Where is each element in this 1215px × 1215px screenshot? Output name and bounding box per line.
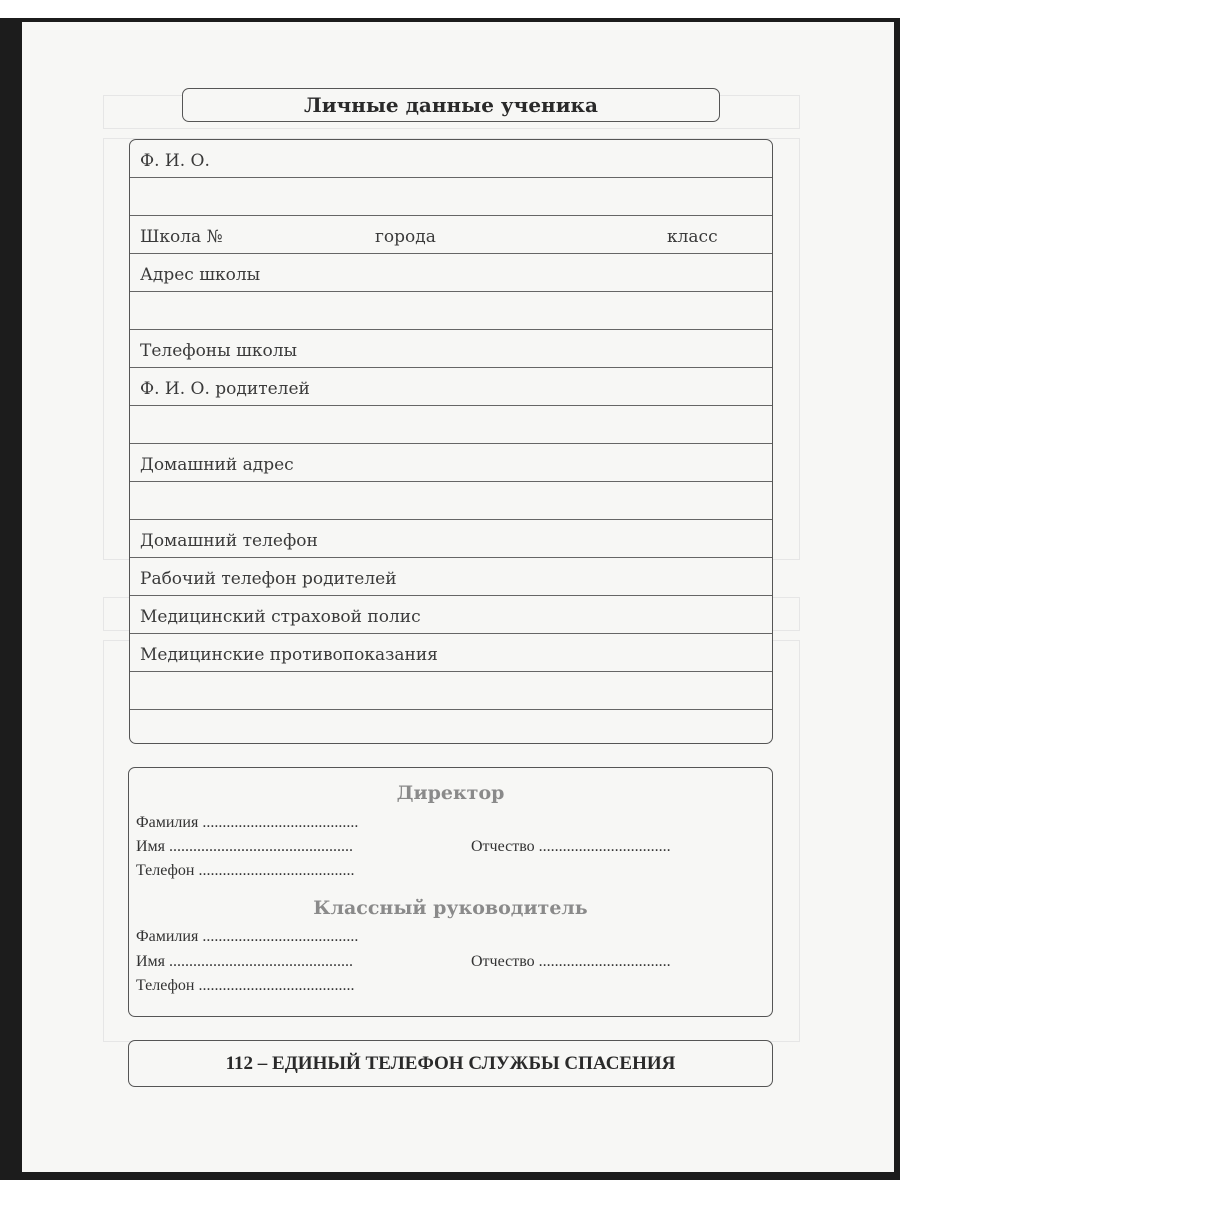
- director-patronymic-field[interactable]: Отчество .................................: [471, 838, 671, 855]
- personal-data-form: [129, 139, 773, 744]
- contraindications-label: Медицинские противопоказания: [140, 645, 438, 665]
- director-phone-field[interactable]: Телефон .......................................: [136, 862, 355, 879]
- school-phones-label: Телефоны школы: [140, 341, 298, 361]
- home-address-line[interactable]: [130, 444, 772, 482]
- home-phone-line[interactable]: [130, 520, 772, 558]
- fio-line[interactable]: [130, 140, 772, 178]
- page-title: Личные данные ученика: [182, 88, 720, 122]
- school-address-line-2[interactable]: [130, 292, 772, 330]
- contacts-box: [128, 767, 773, 1017]
- director-name-field[interactable]: Имя ..............................................: [136, 838, 354, 855]
- insurance-line[interactable]: [130, 596, 772, 634]
- parents-work-phone-line[interactable]: [130, 558, 772, 596]
- class-teacher-surname-field[interactable]: Фамилия .......................................: [136, 928, 359, 945]
- director-surname-field[interactable]: Фамилия .......................................: [136, 814, 359, 831]
- parents-fio-line-2[interactable]: [130, 406, 772, 444]
- emergency-phone-banner: 112 – ЕДИНЫЙ ТЕЛЕФОН СЛУЖБЫ СПАСЕНИЯ: [128, 1040, 773, 1087]
- school-line[interactable]: [130, 216, 772, 254]
- director-title: Директор: [396, 782, 505, 804]
- home-address-line-2[interactable]: [130, 482, 772, 520]
- school-address-label: Адрес школы: [140, 265, 261, 285]
- home-address-label: Домашний адрес: [140, 455, 294, 475]
- class-teacher-title: Классный руководитель: [313, 897, 588, 919]
- fio-line-2[interactable]: [130, 178, 772, 216]
- city-label: города: [375, 227, 436, 247]
- home-phone-label: Домашний телефон: [140, 531, 318, 551]
- parents-work-phone-label: Рабочий телефон родителей: [140, 569, 397, 589]
- class-teacher-patronymic-field[interactable]: Отчество .................................: [471, 953, 671, 970]
- class-teacher-name-field[interactable]: Имя ..............................................: [136, 953, 354, 970]
- contraindications-line[interactable]: [130, 634, 772, 672]
- class-label: класс: [667, 227, 718, 247]
- class-teacher-phone-field[interactable]: Телефон .......................................: [136, 977, 355, 994]
- contraindications-line-2[interactable]: [130, 672, 772, 710]
- school-number-label: Школа №: [140, 227, 223, 247]
- school-address-line[interactable]: [130, 254, 772, 292]
- fio-label: Ф. И. О.: [140, 151, 210, 171]
- parents-fio-label: Ф. И. О. родителей: [140, 379, 310, 399]
- parents-fio-line[interactable]: [130, 368, 772, 406]
- school-phones-line[interactable]: [130, 330, 772, 368]
- insurance-label: Медицинский страховой полис: [140, 607, 421, 627]
